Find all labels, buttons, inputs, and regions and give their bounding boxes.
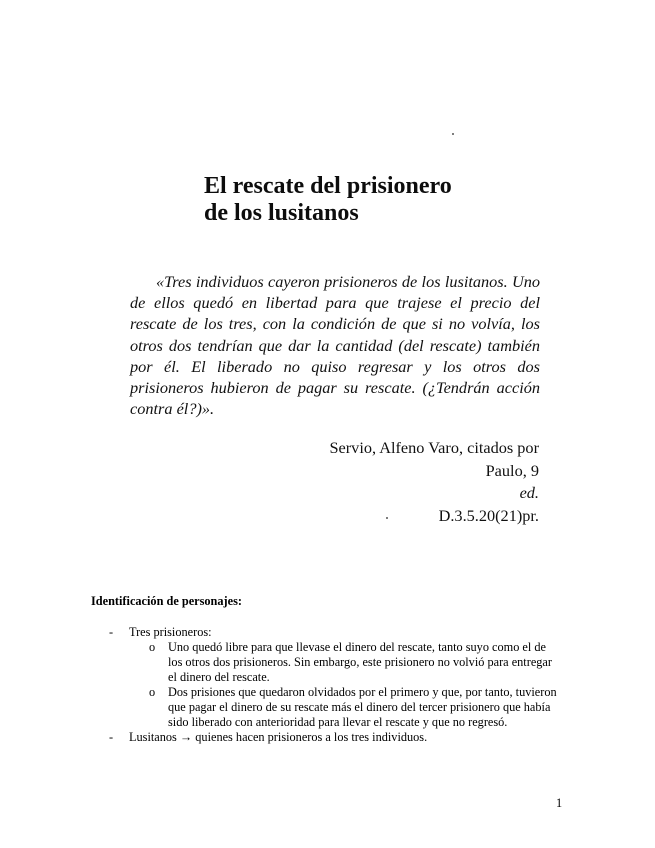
circle-bullet: o bbox=[149, 640, 156, 654]
circle-bullet: o bbox=[149, 685, 156, 699]
list-item-label-rest: quienes hacen prisioneros a los tres individuos. bbox=[192, 730, 428, 744]
quote-paragraph: «Tres individuos cayeron prisioneros de los lusitanos. Uno de ellos quedó en libertad para que trajese el precio del rescate de los tres, con la condición de que si no volvía, los otros dos tendrían que dar la cantidad (del rescate) también por él. El liberado no quiso regresar y los otros dos prisioneros hubieron de pagar su rescate. (¿Tendrán acción contra él?)». bbox=[130, 272, 540, 419]
sub-list-item-text: Dos prisiones que quedaron olvidados por el primero y que, por tanto, tuvieron que pagar el dinero de su rescate más el dinero del tercer prisionero que había sido liberado con anterioridad para llevar el rescate y que no regresó. bbox=[168, 685, 557, 729]
source-line-1: Servio, Alfeno Varo, citados por bbox=[329, 438, 539, 457]
identification-heading: Identificación de personajes: bbox=[91, 594, 242, 608]
dash-bullet: - bbox=[109, 625, 114, 639]
title-line-1: El rescate del prisionero bbox=[204, 173, 452, 199]
arrow-right-icon: → bbox=[179, 730, 193, 744]
source-line-2 bbox=[329, 460, 539, 528]
source-reference: D.3.5.20(21)pr. bbox=[438, 505, 539, 525]
title-line-2: de los lusitanos bbox=[204, 200, 359, 226]
quote-source bbox=[329, 437, 539, 527]
list-item-label: Lusitanos bbox=[129, 730, 177, 744]
page-title bbox=[204, 173, 452, 227]
dash-bullet: - bbox=[109, 730, 114, 744]
list-item bbox=[91, 730, 571, 745]
source-edition: ed. bbox=[519, 483, 539, 502]
sub-list-item bbox=[129, 640, 560, 685]
sub-list-item-text: Uno quedó libre para que llevase el dinero del rescate, tanto suyo como el de los otros dos prisioneros. Sin embargo, este prisionero no volvió para entregar el dinero del rescate. bbox=[168, 640, 552, 684]
list-item-label: Tres prisioneros: bbox=[129, 625, 212, 639]
identification-list bbox=[91, 625, 571, 745]
sub-list bbox=[129, 640, 571, 730]
list-item bbox=[91, 625, 571, 730]
page-number: 1 bbox=[556, 796, 563, 810]
scan-speck bbox=[452, 133, 454, 135]
source-author: Paulo, 9 bbox=[485, 460, 539, 480]
sub-list-item bbox=[129, 685, 560, 730]
